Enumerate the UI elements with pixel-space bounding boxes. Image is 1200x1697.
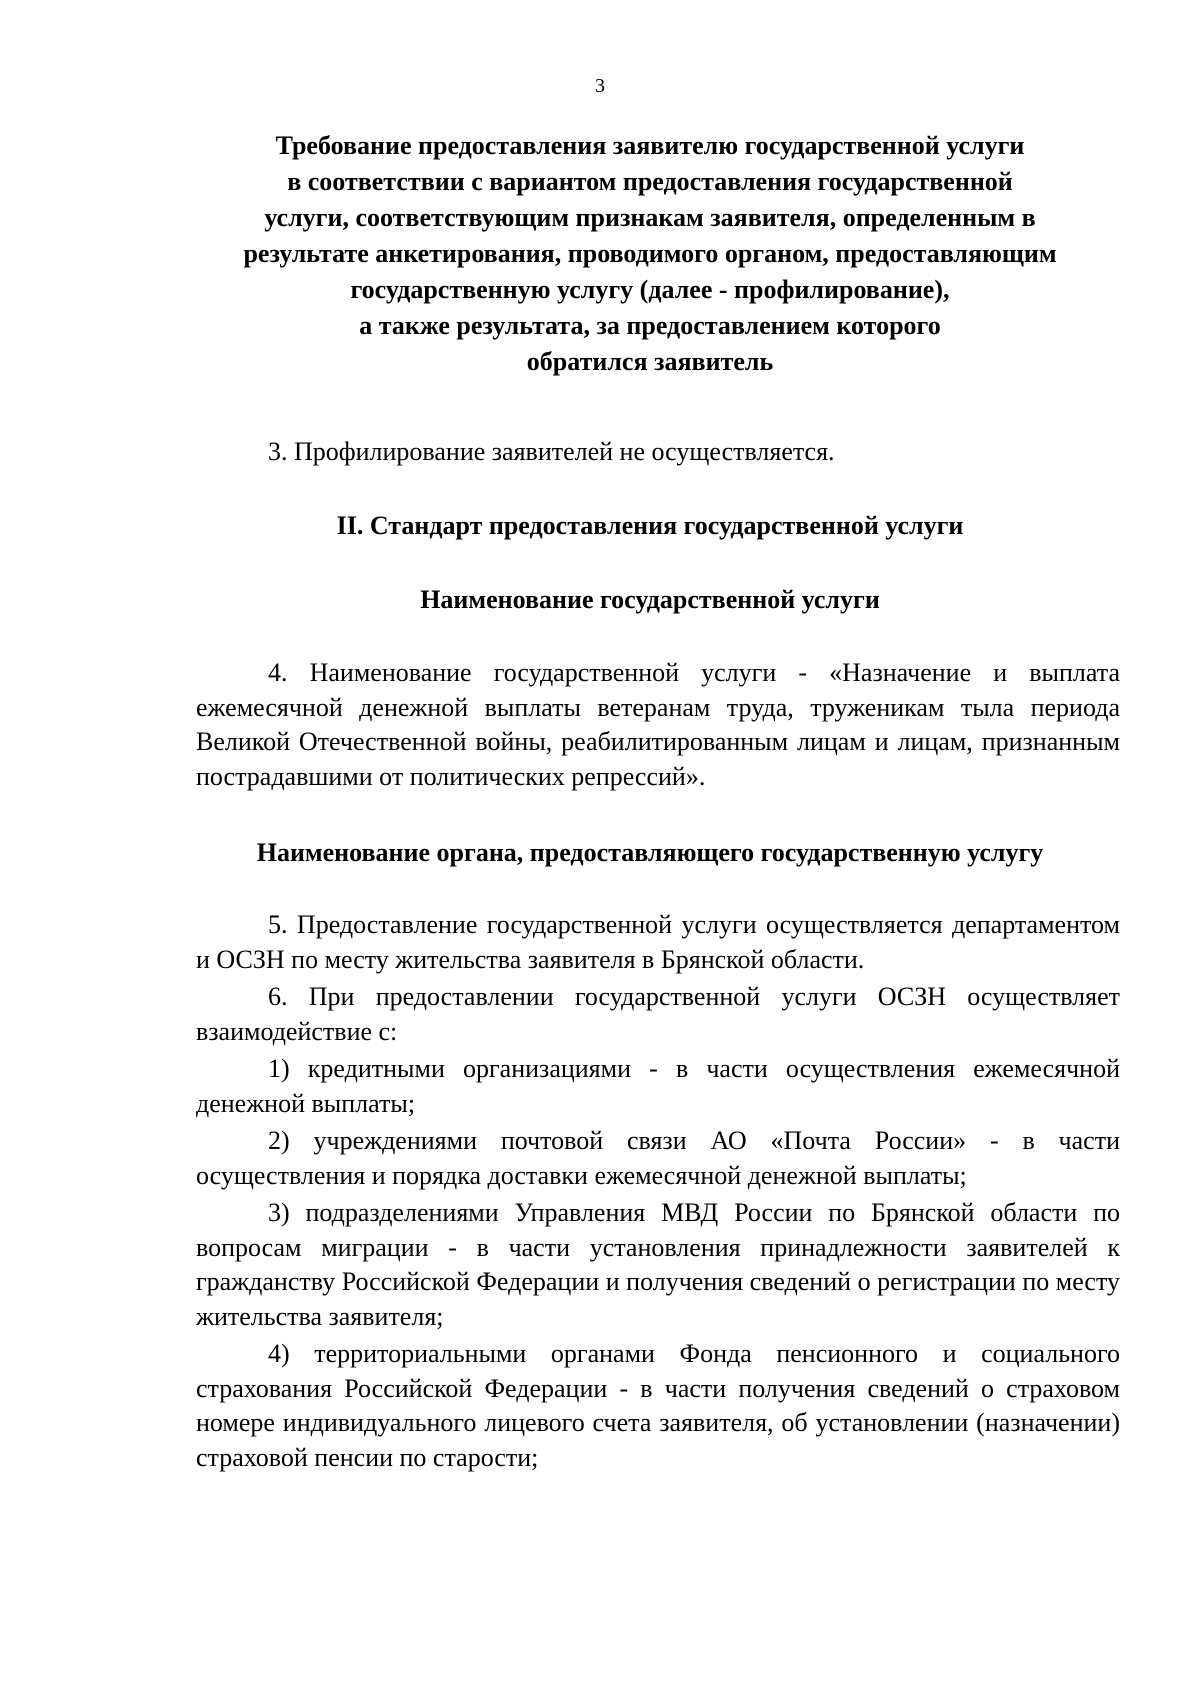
heading-line: обратился заявитель: [526, 347, 774, 376]
heading-line: в соответствии с вариантом предоставления государственной: [287, 167, 1013, 196]
paragraph-item-6-1: 1) кредитными организациями - в части осуществления ежемесячной денежной выплаты;: [196, 1054, 1120, 1118]
paragraph-item-3: 3. Профилирование заявителей не осуществляется.: [268, 437, 835, 466]
paragraph-item-6-2: 2) учреждениями почтовой связи АО «Почта России» - в части осуществления и порядка доставки ежемесячной денежной выплаты;: [196, 1126, 1120, 1190]
section-2-title: II. Стандарт предоставления государственной услуги: [336, 511, 964, 540]
body-heading: Наименование органа, предоставляющего государственную услугу: [256, 838, 1044, 867]
paragraph-item-6-3: 3) подразделениями Управления МВД России по Брянской области по вопросам миграции - в части установления принадлежности заявителей к гражданству Российской Федерации и получения сведений о регистрации по месту жительства заявителя;: [196, 1198, 1120, 1331]
service-name-heading: Наименование государственной услуги: [420, 585, 880, 614]
paragraph-item-6: 6. При предоставлении государственной услуги ОСЗН осуществляет взаимодействие с:: [196, 982, 1120, 1046]
paragraph-item-5: 5. Предоставление государственной услуги осуществляется департаментом и ОСЗН по месту жительства заявителя в Брянской области.: [196, 910, 1120, 974]
paragraph-item-4: 4. Наименование государственной услуги - «Назначение и выплата ежемесячной денежной выплаты ветеранам труда, труженикам тыла периода Великой Отечественной войны, реабилитированным лицам и лицам, признанным пострадавшими от политических репрессий».: [196, 658, 1120, 791]
heading-line: Требование предоставления заявителю государственной услуги: [275, 131, 1025, 160]
heading-line: а также результата, за предоставлением которого: [359, 311, 941, 340]
paragraph-item-6-4: 4) территориальными органами Фонда пенсионного и социального страхования Российской Федерации - в части получения сведений о страховом номере индивидуального лицевого счета заявителя, об установлении (назначении) страховой пенсии по старости;: [196, 1339, 1120, 1472]
heading-line: услуги, соответствующим признакам заявителя, определенным в: [264, 203, 1036, 232]
profiling-heading: [180, 128, 1120, 380]
heading-line: государственную услугу (далее - профилирование),: [350, 275, 950, 304]
heading-line: результате анкетирования, проводимого органом, предоставляющим: [243, 239, 1057, 268]
page-number: 3: [595, 75, 605, 97]
